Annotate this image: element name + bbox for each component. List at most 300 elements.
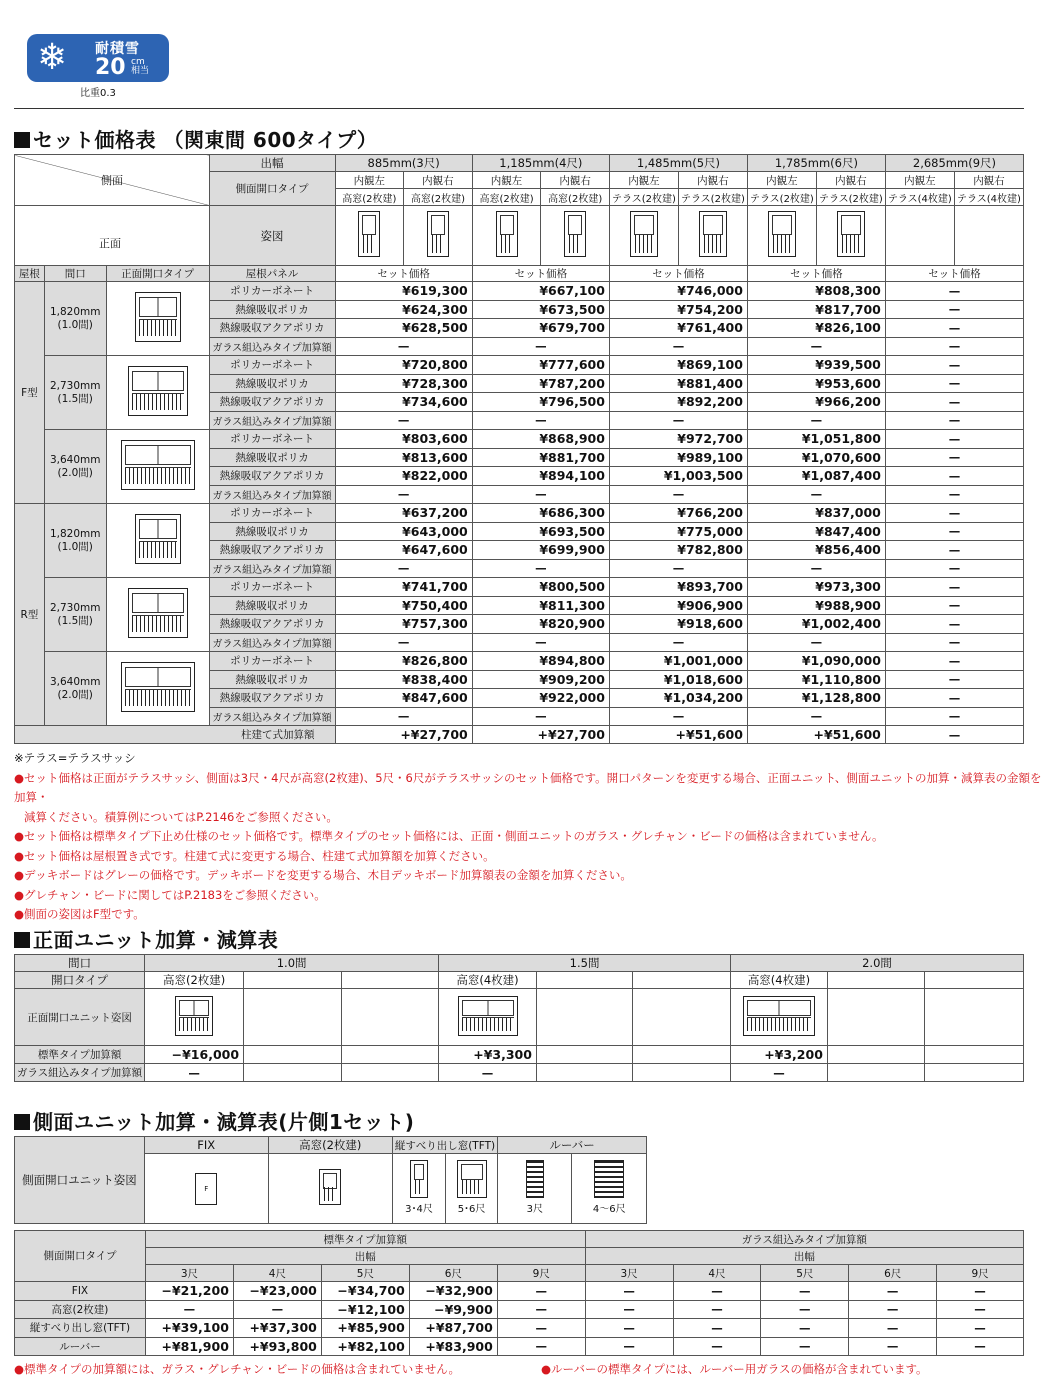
price-cell: — xyxy=(761,1300,849,1319)
price-cell: ¥988,900 xyxy=(747,596,885,615)
size-header: 3尺 xyxy=(585,1265,673,1282)
price-cell: ¥847,400 xyxy=(747,522,885,541)
opening-width: 1,820mm (1.0間) xyxy=(44,282,106,356)
price-cell: ¥893,700 xyxy=(609,578,747,597)
price-cell: ¥693,500 xyxy=(472,522,609,541)
side-figure-drawing xyxy=(768,211,796,257)
opening-header: 間口 xyxy=(15,955,145,972)
size-header: 3尺 xyxy=(145,1265,233,1282)
price-cell: ¥892,200 xyxy=(609,393,747,412)
front-unit-table xyxy=(14,954,1024,1082)
pillar-price: +¥27,700 xyxy=(472,726,609,744)
price-cell: — xyxy=(885,448,1023,467)
panel-label: ガラス組込みタイプ加算額 xyxy=(209,485,335,504)
width-header: 出幅 xyxy=(145,1248,585,1265)
front-unit-drawing xyxy=(175,996,213,1036)
panel-label: ポリカーボネート xyxy=(209,356,335,375)
side-unit-price-table xyxy=(14,1230,1024,1356)
price-cell: — xyxy=(885,374,1023,393)
price-cell: ¥837,000 xyxy=(747,504,885,523)
type-header: 開口タイプ xyxy=(15,972,145,989)
price-cell: ¥894,800 xyxy=(472,652,609,671)
panel-label: 熱線吸収ポリカ xyxy=(209,596,335,615)
price-cell: +¥83,900 xyxy=(409,1337,497,1356)
note-line: ●セット価格は標準タイプ下止め仕様のセット価格です。標準タイプのセット価格には、正面・側面ユニットのガラス・グレチャン・ビードの価格は含まれていません。 xyxy=(14,829,884,843)
view-label: 内観右 xyxy=(678,172,747,189)
price-cell: ¥918,600 xyxy=(609,615,747,634)
price-cell: — xyxy=(233,1300,321,1319)
price-cell: — xyxy=(472,559,609,578)
price-cell: ¥881,400 xyxy=(609,374,747,393)
panel-label: 熱線吸収アクアポリカ xyxy=(209,467,335,486)
panel-label: 熱線吸収アクアポリカ xyxy=(209,541,335,560)
price-cell: ¥803,600 xyxy=(335,430,472,449)
price-cell: ¥1,003,500 xyxy=(609,467,747,486)
panel-label: 熱線吸収ポリカ xyxy=(209,670,335,689)
price-cell: — xyxy=(472,485,609,504)
price-cell: — xyxy=(472,707,609,726)
side-figure-drawing xyxy=(358,211,380,257)
opening-width: 2,730mm (1.5間) xyxy=(44,578,106,652)
price-cell: ¥822,000 xyxy=(335,467,472,486)
price-cell: ¥734,600 xyxy=(335,393,472,412)
price-cell: ¥939,500 xyxy=(747,356,885,375)
price-cell: ¥817,700 xyxy=(747,300,885,319)
width-col-header: 2,685mm(9尺) xyxy=(885,155,1023,172)
price-cell: ¥1,128,800 xyxy=(747,689,885,708)
price-cell: — xyxy=(585,1319,673,1338)
price-cell: ¥720,800 xyxy=(335,356,472,375)
std-header: 標準タイプ加算額 xyxy=(145,1231,585,1248)
panel-label: 熱線吸収ポリカ xyxy=(209,300,335,319)
fig-col-header: FIX xyxy=(144,1137,268,1154)
pillar-price: +¥27,700 xyxy=(335,726,472,744)
price-cell: — xyxy=(673,1337,761,1356)
price-cell: — xyxy=(585,1282,673,1301)
opening-width: 3,640mm (2.0間) xyxy=(44,652,106,726)
price-cell: ¥728,300 xyxy=(335,374,472,393)
std-header: 標準タイプ加算額 xyxy=(15,1046,145,1064)
front-type-header: 正面開口タイプ xyxy=(106,266,209,282)
note-line: ●セット価格は屋根置き式です。柱建て式に変更する場合、柱建て式加算額を加算ください。 xyxy=(14,848,495,863)
badge-unit: cm 相当 xyxy=(131,57,150,76)
front-corner-label: 正面 xyxy=(99,237,121,250)
fix-drawing: F xyxy=(195,1173,217,1205)
price-cell: ¥766,200 xyxy=(609,504,747,523)
note-line: ●側面の姿図はF型です。 xyxy=(14,907,145,921)
price-cell: ¥953,600 xyxy=(747,374,885,393)
price-cell: ¥922,000 xyxy=(472,689,609,708)
price-cell: — xyxy=(885,578,1023,597)
tft-drawing xyxy=(457,1160,487,1198)
size-header: 4尺 xyxy=(673,1265,761,1282)
price-cell: ¥761,400 xyxy=(609,319,747,338)
price-cell: — xyxy=(335,633,472,652)
roof-type: R型 xyxy=(15,504,45,726)
price-cell: −¥32,900 xyxy=(409,1282,497,1301)
set-price-table xyxy=(14,154,1024,744)
note-line: ●グレチャン・ビードに関してはP.2183をご参照ください。 xyxy=(14,887,326,902)
bottom-note-left: ●標準タイプの加算額には、ガラス・グレチャン・ビードの価格は含まれていません。 xyxy=(14,1362,460,1376)
fig-col-header: ルーバー xyxy=(498,1137,647,1154)
price-cell: — xyxy=(885,652,1023,671)
side-figure-drawing xyxy=(699,211,727,257)
price-cell: ¥881,700 xyxy=(472,448,609,467)
price-cell: ¥894,100 xyxy=(472,467,609,486)
price-cell: — xyxy=(885,541,1023,560)
price-cell: — xyxy=(497,1282,585,1301)
side-type-label: テラス(2枚建) xyxy=(747,189,816,206)
price-cell: ¥1,090,000 xyxy=(747,652,885,671)
price-cell: ¥1,110,800 xyxy=(747,670,885,689)
front-opening-drawing xyxy=(135,514,181,564)
price-cell: — xyxy=(885,411,1023,430)
price-cell: — xyxy=(747,633,885,652)
side-type-label: 高窓(2枚建) xyxy=(335,189,404,206)
set-price-header: セット価格 xyxy=(747,266,885,282)
divider xyxy=(14,108,1024,109)
roof-type: F型 xyxy=(15,282,45,504)
size-header: 4尺 xyxy=(233,1265,321,1282)
set-price-header: セット価格 xyxy=(472,266,609,282)
price-cell: — xyxy=(335,485,472,504)
side-type-label: テラス(2枚建) xyxy=(609,189,678,206)
opening-type: 高窓(4枚建) xyxy=(731,972,828,989)
price-cell: ¥1,070,600 xyxy=(747,448,885,467)
snowflake-icon: ❄ xyxy=(37,37,68,78)
price-cell: — xyxy=(849,1300,937,1319)
price-cell: — xyxy=(731,1064,828,1082)
price-cell: — xyxy=(609,559,747,578)
side-type-label: テラス(4枚建) xyxy=(885,189,954,206)
price-cell: — xyxy=(497,1337,585,1356)
price-cell: ¥869,100 xyxy=(609,356,747,375)
price-cell: — xyxy=(747,707,885,726)
panel-label: 熱線吸収アクアポリカ xyxy=(209,319,335,338)
side-type-header: 側面開口タイプ xyxy=(15,1231,146,1282)
price-cell: — xyxy=(761,1319,849,1338)
price-cell: ¥754,200 xyxy=(609,300,747,319)
price-cell: — xyxy=(761,1337,849,1356)
price-cell: — xyxy=(335,337,472,356)
opening-width: 2,730mm (1.5間) xyxy=(44,356,106,430)
price-cell: +¥87,700 xyxy=(409,1319,497,1338)
price-cell: ¥628,500 xyxy=(335,319,472,338)
price-cell: ¥777,600 xyxy=(472,356,609,375)
price-cell: — xyxy=(885,559,1023,578)
price-cell: ¥796,500 xyxy=(472,393,609,412)
price-cell: — xyxy=(497,1319,585,1338)
price-cell: — xyxy=(673,1282,761,1301)
price-cell: — xyxy=(747,485,885,504)
panel-label: ポリカーボネート xyxy=(209,430,335,449)
price-cell: — xyxy=(145,1300,233,1319)
side-figure-drawing xyxy=(837,211,865,257)
price-cell: ¥643,000 xyxy=(335,522,472,541)
front-opening-drawing xyxy=(135,292,181,342)
price-cell: −¥34,700 xyxy=(321,1282,409,1301)
note-line: 減算ください。積算例についてはP.2146をご参照ください。 xyxy=(24,809,338,824)
badge-note: 比重0.3 xyxy=(80,88,116,99)
price-cell: ¥699,900 xyxy=(472,541,609,560)
price-cell: ¥820,900 xyxy=(472,615,609,634)
price-cell: — xyxy=(937,1282,1024,1301)
price-cell: ¥868,900 xyxy=(472,430,609,449)
side-type-label: FIX xyxy=(15,1282,146,1301)
panel-label: ガラス組込みタイプ加算額 xyxy=(209,337,335,356)
side-unit-heading: 側面ユニット加算・減算表(片側1セット) xyxy=(14,1106,414,1135)
price-cell: ¥909,200 xyxy=(472,670,609,689)
price-cell: — xyxy=(145,1064,244,1082)
panel-label: 熱線吸収ポリカ xyxy=(209,374,335,393)
price-cell: — xyxy=(885,393,1023,412)
panel-label: 熱線吸収アクアポリカ xyxy=(209,615,335,634)
price-cell: +¥3,200 xyxy=(731,1046,828,1064)
view-label: 内観右 xyxy=(541,172,610,189)
price-cell: +¥39,100 xyxy=(145,1319,233,1338)
price-cell: — xyxy=(885,467,1023,486)
price-cell: ¥800,500 xyxy=(472,578,609,597)
side-type-label: テラス(4枚建) xyxy=(954,189,1023,206)
price-cell: — xyxy=(885,615,1023,634)
price-cell: −¥9,900 xyxy=(409,1300,497,1319)
price-cell: ¥741,700 xyxy=(335,578,472,597)
price-cell: +¥82,100 xyxy=(321,1337,409,1356)
price-cell: ¥1,051,800 xyxy=(747,430,885,449)
panel-label: 熱線吸収ポリカ xyxy=(209,448,335,467)
price-cell: ¥637,200 xyxy=(335,504,472,523)
louver-drawing xyxy=(526,1160,544,1198)
view-label: 内観左 xyxy=(335,172,404,189)
side-type-header: 側面開口タイプ xyxy=(209,172,335,206)
price-cell: ¥679,700 xyxy=(472,319,609,338)
figure-header: 正面開口ユニット姿図 xyxy=(15,989,145,1046)
width-col-header: 1,185mm(4尺) xyxy=(472,155,609,172)
side-figure-drawing xyxy=(564,211,586,257)
width-header: 出幅 xyxy=(585,1248,1023,1265)
price-cell: ¥856,400 xyxy=(747,541,885,560)
panel-label: ガラス組込みタイプ加算額 xyxy=(209,707,335,726)
price-cell: — xyxy=(885,707,1023,726)
side-type-label: 縦すべり出し窓(TFT) xyxy=(15,1319,146,1338)
size-header: 9尺 xyxy=(497,1265,585,1282)
price-cell: — xyxy=(761,1282,849,1301)
set-price-header: セット価格 xyxy=(885,266,1023,282)
side-type-label: 高窓(2枚建) xyxy=(15,1300,146,1319)
panel-label: ガラス組込みタイプ加算額 xyxy=(209,633,335,652)
set-price-header: セット価格 xyxy=(335,266,472,282)
view-label: 内観右 xyxy=(816,172,885,189)
width-header: 出幅 xyxy=(209,155,335,172)
price-cell: ¥906,900 xyxy=(609,596,747,615)
price-cell: — xyxy=(937,1300,1024,1319)
price-cell: — xyxy=(885,430,1023,449)
span-header: 2.0間 xyxy=(731,955,1024,972)
set-price-header: セット価格 xyxy=(609,266,747,282)
panel-label: ポリカーボネート xyxy=(209,578,335,597)
panel-label: ガラス組込みタイプ加算額 xyxy=(209,411,335,430)
side-figure-drawing xyxy=(496,211,518,257)
note-line: ●セット価格は正面がテラスサッシ、側面は3尺・4尺が高窓(2枚建)、5尺・6尺がテラスサッシのセット価格です。開口パターンを変更する場合、正面ユニット、側面ユニットの加算・減算表の金額を加算・ xyxy=(14,770,1042,804)
price-cell: — xyxy=(849,1282,937,1301)
price-cell: ¥686,300 xyxy=(472,504,609,523)
price-cell: ¥813,600 xyxy=(335,448,472,467)
badge-value: 20 xyxy=(95,55,126,80)
price-cell: ¥838,400 xyxy=(335,670,472,689)
panel-label: 熱線吸収ポリカ xyxy=(209,522,335,541)
price-cell: ¥811,300 xyxy=(472,596,609,615)
bottom-note-right: ●ルーバーの標準タイプには、ルーバー用ガラスの価格が含まれています。 xyxy=(541,1362,928,1376)
pillar-price: +¥51,600 xyxy=(609,726,747,744)
price-cell: −¥21,200 xyxy=(145,1282,233,1301)
panel-label: ガラス組込みタイプ加算額 xyxy=(209,559,335,578)
size-header: 5尺 xyxy=(321,1265,409,1282)
side-figure-drawing xyxy=(427,211,449,257)
width-col-header: 1,485mm(5尺) xyxy=(609,155,747,172)
price-cell: — xyxy=(747,411,885,430)
side-corner-label: 側面 xyxy=(101,174,123,187)
price-cell: +¥93,800 xyxy=(233,1337,321,1356)
price-cell: ¥989,100 xyxy=(609,448,747,467)
pillar-label: 柱建て式加算額 xyxy=(15,726,336,744)
price-cell: — xyxy=(472,411,609,430)
price-cell: ¥826,800 xyxy=(335,652,472,671)
price-cell: — xyxy=(497,1300,585,1319)
snow-load-badge xyxy=(27,34,169,82)
view-label: 内観左 xyxy=(885,172,954,189)
price-cell: ¥757,300 xyxy=(335,615,472,634)
side-figure-drawing xyxy=(630,211,658,257)
front-unit-drawing xyxy=(458,996,518,1036)
price-cell: — xyxy=(849,1337,937,1356)
opening-width: 1,820mm (1.0間) xyxy=(44,504,106,578)
price-cell: — xyxy=(335,559,472,578)
price-cell: — xyxy=(585,1300,673,1319)
panel-label: 熱線吸収アクアポリカ xyxy=(209,689,335,708)
width-col-header: 1,785mm(6尺) xyxy=(747,155,885,172)
panel-header: 屋根パネル xyxy=(209,266,335,282)
price-cell: ¥1,001,000 xyxy=(609,652,747,671)
louver-drawing xyxy=(594,1160,624,1198)
pillar-price: — xyxy=(885,726,1023,744)
price-cell: ¥1,087,400 xyxy=(747,467,885,486)
price-cell: ¥619,300 xyxy=(335,282,472,301)
high-window-drawing xyxy=(319,1169,341,1205)
price-cell: — xyxy=(885,356,1023,375)
price-cell: ¥1,034,200 xyxy=(609,689,747,708)
opening-width: 3,640mm (2.0間) xyxy=(44,430,106,504)
price-cell: −¥12,100 xyxy=(321,1300,409,1319)
panel-label: ポリカーボネート xyxy=(209,652,335,671)
front-unit-drawing xyxy=(743,996,815,1036)
price-cell: — xyxy=(885,504,1023,523)
opening-header: 間口 xyxy=(44,266,106,282)
price-cell: ¥973,300 xyxy=(747,578,885,597)
size-header: 6尺 xyxy=(409,1265,497,1282)
price-cell: — xyxy=(885,485,1023,504)
price-cell: +¥81,900 xyxy=(145,1337,233,1356)
price-cell: — xyxy=(849,1319,937,1338)
roof-header: 屋根 xyxy=(15,266,45,282)
price-cell: — xyxy=(335,707,472,726)
price-cell: — xyxy=(472,633,609,652)
size-header: 9尺 xyxy=(937,1265,1024,1282)
price-cell: ¥673,500 xyxy=(472,300,609,319)
width-col-header: 885mm(3尺) xyxy=(335,155,472,172)
price-cell: ¥624,300 xyxy=(335,300,472,319)
price-cell: +¥3,300 xyxy=(439,1046,537,1064)
tft-drawing xyxy=(410,1160,428,1198)
price-cell: ¥782,800 xyxy=(609,541,747,560)
price-cell: — xyxy=(585,1337,673,1356)
price-cell: — xyxy=(609,411,747,430)
view-label: 内観左 xyxy=(609,172,678,189)
view-label: 内観左 xyxy=(472,172,541,189)
price-cell: — xyxy=(609,707,747,726)
badge-title: 耐積雪 xyxy=(95,41,140,57)
price-cell: — xyxy=(885,282,1023,301)
price-cell: — xyxy=(673,1300,761,1319)
price-cell: — xyxy=(885,319,1023,338)
price-cell: — xyxy=(747,337,885,356)
price-cell: ¥667,100 xyxy=(472,282,609,301)
side-type-label: ルーバー xyxy=(15,1337,146,1356)
price-cell: — xyxy=(937,1337,1024,1356)
price-cell: — xyxy=(937,1319,1024,1338)
price-cell: — xyxy=(885,633,1023,652)
size-header: 6尺 xyxy=(849,1265,937,1282)
price-cell: — xyxy=(609,337,747,356)
note-line: ●デッキボードはグレーの価格です。デッキボードを変更する場合、木目デッキボード加算額表の金額を加算ください。 xyxy=(14,868,632,882)
panel-label: ポリカーボネート xyxy=(209,282,335,301)
price-cell: +¥37,300 xyxy=(233,1319,321,1338)
price-cell: — xyxy=(609,485,747,504)
price-cell: — xyxy=(885,337,1023,356)
glass-header: ガラス組込みタイプ加算額 xyxy=(585,1231,1023,1248)
price-cell: ¥775,000 xyxy=(609,522,747,541)
notes-block xyxy=(14,749,1046,925)
front-unit-heading: 正面ユニット加算・減算表 xyxy=(14,924,278,953)
span-header: 1.0間 xyxy=(145,955,439,972)
side-type-label: 高窓(2枚建) xyxy=(404,189,473,206)
terrace-note: ※テラス=テラスサッシ xyxy=(14,751,136,765)
opening-type: 高窓(4枚建) xyxy=(439,972,537,989)
price-cell: — xyxy=(885,670,1023,689)
span-header: 1.5間 xyxy=(439,955,731,972)
price-cell: — xyxy=(335,411,472,430)
price-cell: — xyxy=(472,337,609,356)
price-cell: +¥85,900 xyxy=(321,1319,409,1338)
price-cell: ¥1,018,600 xyxy=(609,670,747,689)
set-price-heading: セット価格表 （関東間 600タイプ） xyxy=(14,124,377,153)
panel-label: ポリカーボネート xyxy=(209,504,335,523)
side-type-label: テラス(2枚建) xyxy=(816,189,885,206)
side-type-label: 高窓(2枚建) xyxy=(541,189,610,206)
price-cell: ¥826,100 xyxy=(747,319,885,338)
side-type-label: 高窓(2枚建) xyxy=(472,189,541,206)
price-cell: — xyxy=(885,596,1023,615)
price-cell: — xyxy=(747,559,885,578)
figure-label: 側面開口ユニット姿図 xyxy=(15,1137,145,1224)
front-opening-drawing xyxy=(121,440,195,490)
side-type-label: テラス(2枚建) xyxy=(678,189,747,206)
price-cell: — xyxy=(885,300,1023,319)
view-label: 内観右 xyxy=(404,172,473,189)
side-unit-figure-table: 側面開口ユニット姿図 FIX 高窓(2枚建) 縦すべり出し窓(TFT) ルーバー F 3･4尺 5･6尺 3尺 4〜6尺 xyxy=(14,1136,647,1224)
view-label: 内観右 xyxy=(954,172,1023,189)
opening-type: 高窓(2枚建) xyxy=(145,972,244,989)
price-cell: ¥647,600 xyxy=(335,541,472,560)
